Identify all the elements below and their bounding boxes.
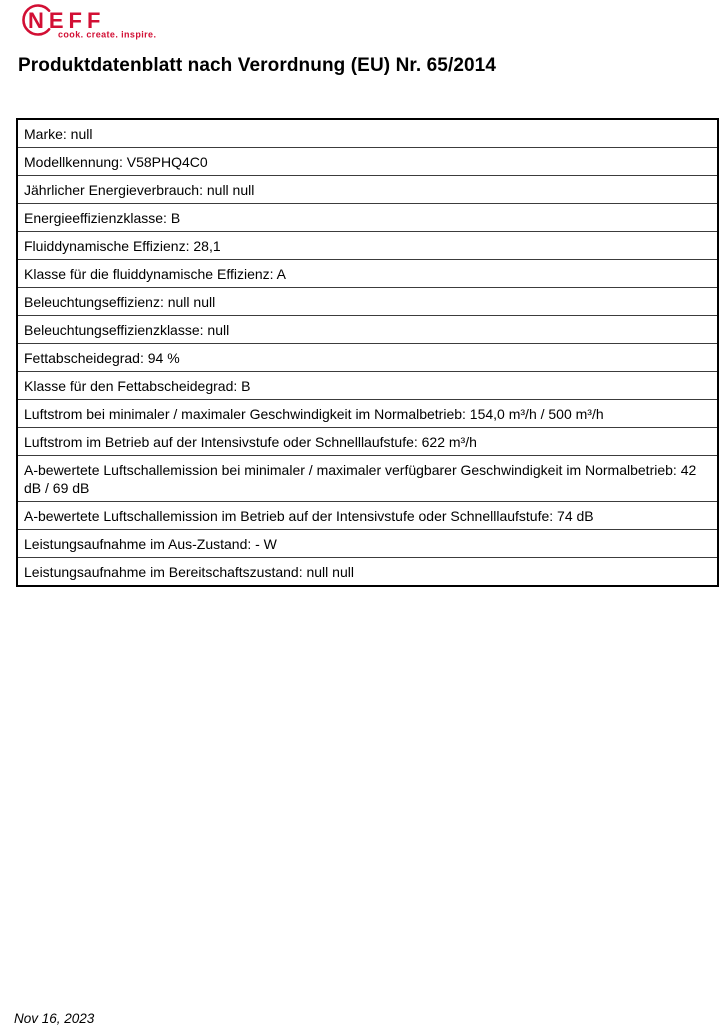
table-row: [17, 204, 718, 232]
table-cell: Fettabscheidegrad: 94 %: [17, 344, 718, 372]
table-row: [17, 530, 718, 558]
date-footer: Nov 16, 2023: [14, 1011, 95, 1026]
table-row: [17, 119, 718, 148]
table-cell: Jährlicher Energieverbrauch: null null: [17, 176, 718, 204]
table-row: [17, 372, 718, 400]
table-cell: Beleuchtungseffizienz: null null: [17, 288, 718, 316]
table-cell: Beleuchtungseffizienzklasse: null: [17, 316, 718, 344]
table-row: [17, 502, 718, 530]
brand-name: NEFF: [28, 8, 106, 33]
table-cell: Energieeffizienzklasse: B: [17, 204, 718, 232]
table-row: [17, 176, 718, 204]
table-cell: Klasse für die fluiddynamische Effizienz: A: [17, 260, 718, 288]
table-cell: Leistungsaufnahme im Aus-Zustand: - W: [17, 530, 718, 558]
table-cell: A-bewertete Luftschallemission im Betrieb auf der Intensivstufe oder Schnelllaufstufe: 74 dB: [17, 502, 718, 530]
table-cell: Leistungsaufnahme im Bereitschaftszustand: null null: [17, 558, 718, 587]
table-cell: Luftstrom bei minimaler / maximaler Geschwindigkeit im Normalbetrieb: 154,0 m³/h / 500 m³/h: [17, 400, 718, 428]
table-cell: A-bewertete Luftschallemission bei minimaler / maximaler verfügbarer Geschwindigkeit im Normalbetrieb: 42 dB / 69 dB: [17, 456, 718, 502]
table-cell: Fluiddynamische Effizienz: 28,1: [17, 232, 718, 260]
table-cell: Luftstrom im Betrieb auf der Intensivstufe oder Schnelllaufstufe: 622 m³/h: [17, 428, 718, 456]
table-row: [17, 456, 718, 502]
brand-tagline: cook. create. inspire.: [58, 29, 157, 40]
table-row: [17, 428, 718, 456]
neff-logo: [12, 2, 162, 44]
table-row: [17, 148, 718, 176]
table-cell: Klasse für den Fettabscheidegrad: B: [17, 372, 718, 400]
table-cell: Marke: null: [17, 119, 718, 148]
table-row: [17, 232, 718, 260]
table-row: [17, 260, 718, 288]
table-row: [17, 288, 718, 316]
table-row: [17, 400, 718, 428]
table-cell: Modellkennung: V58PHQ4C0: [17, 148, 718, 176]
page-title: Produktdatenblatt nach Verordnung (EU) Nr. 65/2014: [18, 55, 496, 76]
table-row: [17, 558, 718, 587]
table-row: [17, 344, 718, 372]
table-row: [17, 316, 718, 344]
product-data-table: [16, 118, 719, 587]
